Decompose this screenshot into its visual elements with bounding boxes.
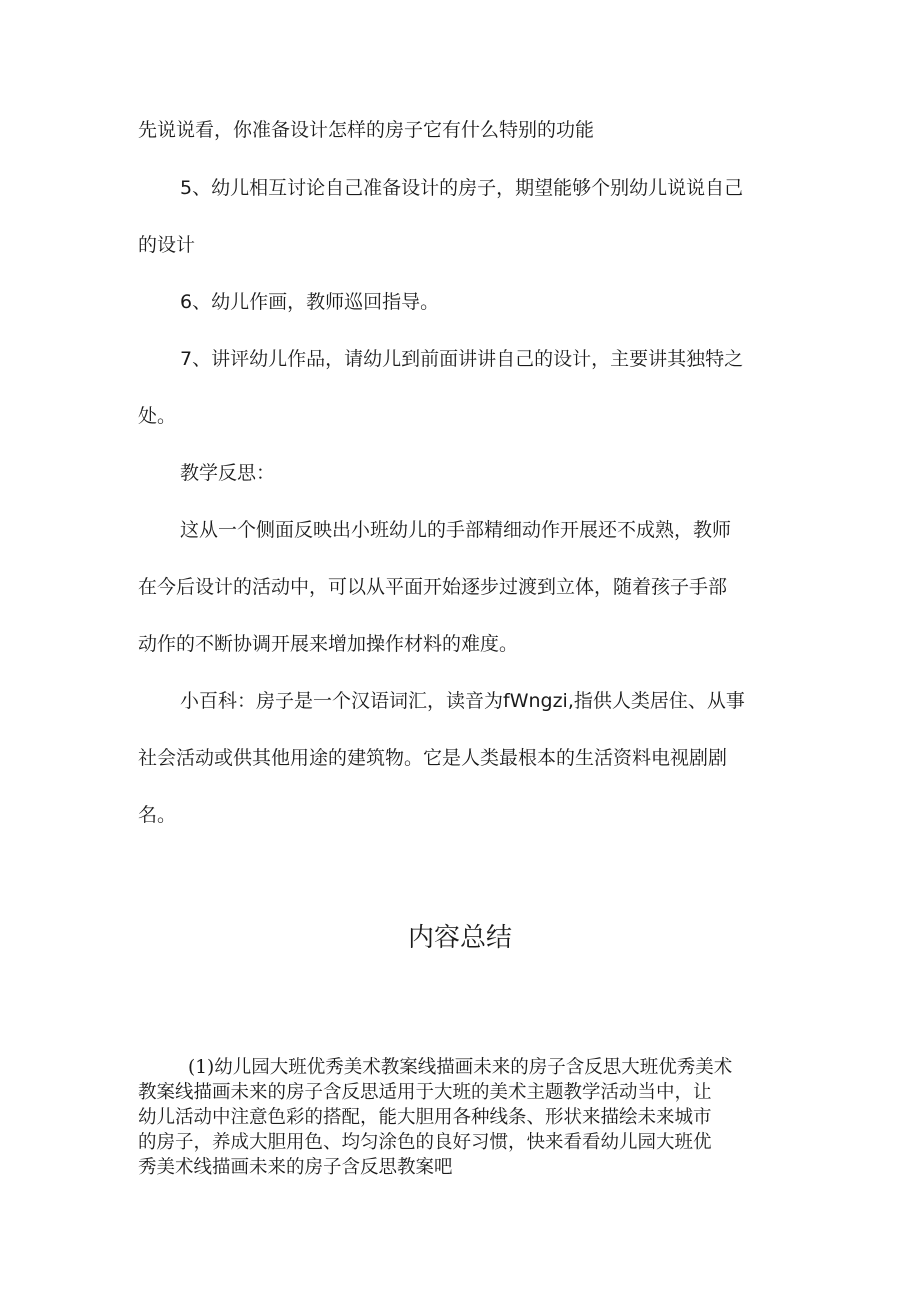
body-line-6: 处。 bbox=[138, 405, 177, 427]
body-line-11: 小百科：房子是一个汉语词汇，读音为fWngzi,指供人类居住、从事 bbox=[180, 690, 745, 712]
body-line-2: 5、幼儿相互讨论自己准备设计的房子，期望能够个别幼儿说说自己 bbox=[180, 177, 744, 199]
body-line-4: 6、幼儿作画，教师巡回指导。 bbox=[180, 291, 440, 313]
body-line-9: 在今后设计的活动中，可以从平面开始逐步过渡到立体，随着孩子手部 bbox=[138, 576, 728, 598]
body-line-8: 这从一个侧面反映出小班幼儿的手部精细动作开展还不成熟，教师 bbox=[180, 519, 732, 541]
summary-title: 内容总结 bbox=[407, 922, 512, 952]
body-line-13: 名。 bbox=[138, 804, 177, 826]
body-line-3: 的设计 bbox=[138, 234, 196, 256]
body-line-7: 教学反思： bbox=[180, 462, 276, 484]
summary-line-4: 的房子，养成大胆用色、均匀涂色的良好习惯，快来看看幼儿园大班优 bbox=[138, 1132, 712, 1153]
body-line-1: 先说说看，你准备设计怎样的房子它有什么特别的功能 bbox=[138, 119, 595, 141]
summary-paragraph bbox=[138, 1055, 788, 1180]
body-line-5: 7、讲评幼儿作品，请幼儿到前面讲讲自己的设计，主要讲其独特之 bbox=[180, 348, 744, 370]
body-line-10: 动作的不断协调开展来增加操作材料的难度。 bbox=[138, 633, 519, 655]
summary-line-5: 秀美术线描画未来的房子含反思教案吧 bbox=[138, 1157, 453, 1178]
summary-line-3: 幼儿活动中注意色彩的搭配，能大胆用各种线条、形状来描绘未来城市 bbox=[138, 1107, 712, 1128]
body-line-12: 社会活动或供其他用途的建筑物。它是人类最根本的生活资料电视剧剧 bbox=[138, 747, 728, 769]
summary-line-2: 教案线描画未来的房子含反思适用于大班的美术主题教学活动当中，让 bbox=[138, 1082, 712, 1103]
summary-line-1: (1)幼儿园大班优秀美术教案线描画未来的房子含反思大班优秀美术 bbox=[188, 1057, 733, 1078]
